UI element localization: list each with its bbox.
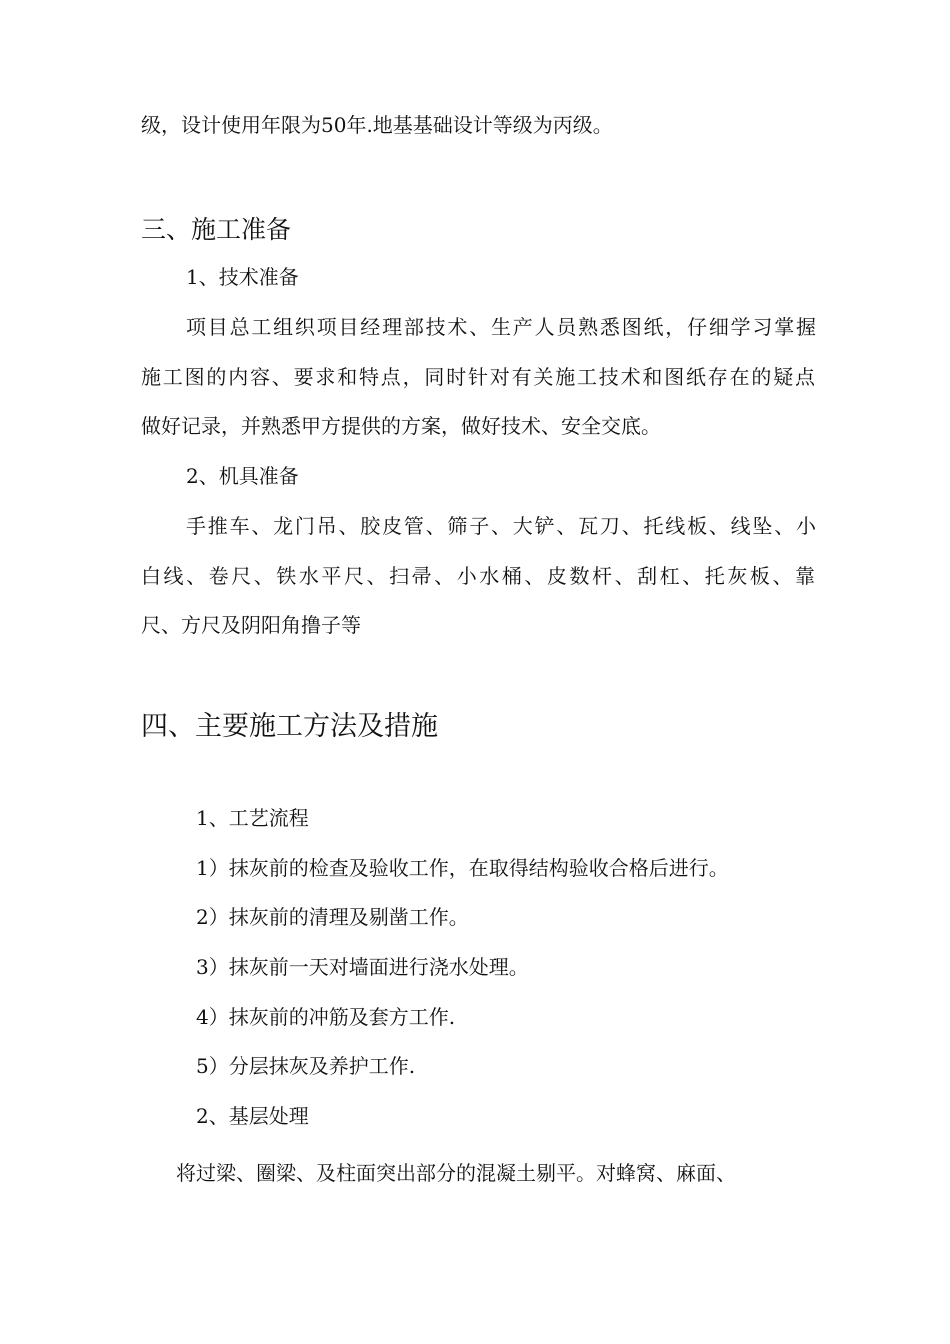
section-3-heading: 三、施工准备 (141, 215, 292, 244)
process-step-5: 5）分层抹灰及养护工作. (196, 1054, 416, 1078)
section-3-sub1-line-3: 做好记录，并熟悉甲方提供的方案，做好技术、安全交底。 (141, 414, 661, 438)
section-4-sub1-title: 1、工艺流程 (196, 806, 309, 830)
intro-continuation: 级，设计使用年限为50年.地基基础设计等级为丙级。 (141, 113, 613, 137)
section-4-sub2-line-1: 将过梁、圈梁、及柱面突出部分的混凝土剔平。对蜂窝、麻面、 (176, 1161, 736, 1185)
section-3-sub1-title: 1、技术准备 (186, 265, 299, 289)
section-3-sub1-line-1: 项目总工组织项目经理部技术、生产人员熟悉图纸，仔细学习掌握 (186, 315, 816, 339)
process-step-4: 4）抹灰前的冲筋及套方工作. (196, 1005, 456, 1029)
section-4-sub2-title: 2、基层处理 (196, 1104, 309, 1128)
section-4-heading: 四、主要施工方法及措施 (141, 711, 438, 742)
process-step-2: 2）抹灰前的清理及剔凿工作。 (196, 905, 469, 929)
section-3-sub2-line-2: 白线、卷尺、铁水平尺、扫帚、小水桶、皮数杆、刮杠、托灰板、靠 (141, 564, 815, 588)
section-3-sub2-title: 2、机具准备 (186, 464, 299, 488)
section-3-sub2-line-1: 手推车、龙门吊、胶皮管、筛子、大铲、瓦刀、托线板、线坠、小 (186, 514, 816, 538)
section-3-sub1-line-2: 施工图的内容、要求和特点，同时针对有关施工技术和图纸存在的疑点 (141, 365, 815, 389)
process-step-1: 1）抹灰前的检查及验收工作，在取得结构验收合格后进行。 (196, 856, 729, 880)
section-3-sub2-line-3: 尺、方尺及阴阳角撸子等 (141, 613, 361, 637)
process-step-3: 3）抹灰前一天对墙面进行浇水处理。 (196, 955, 529, 979)
